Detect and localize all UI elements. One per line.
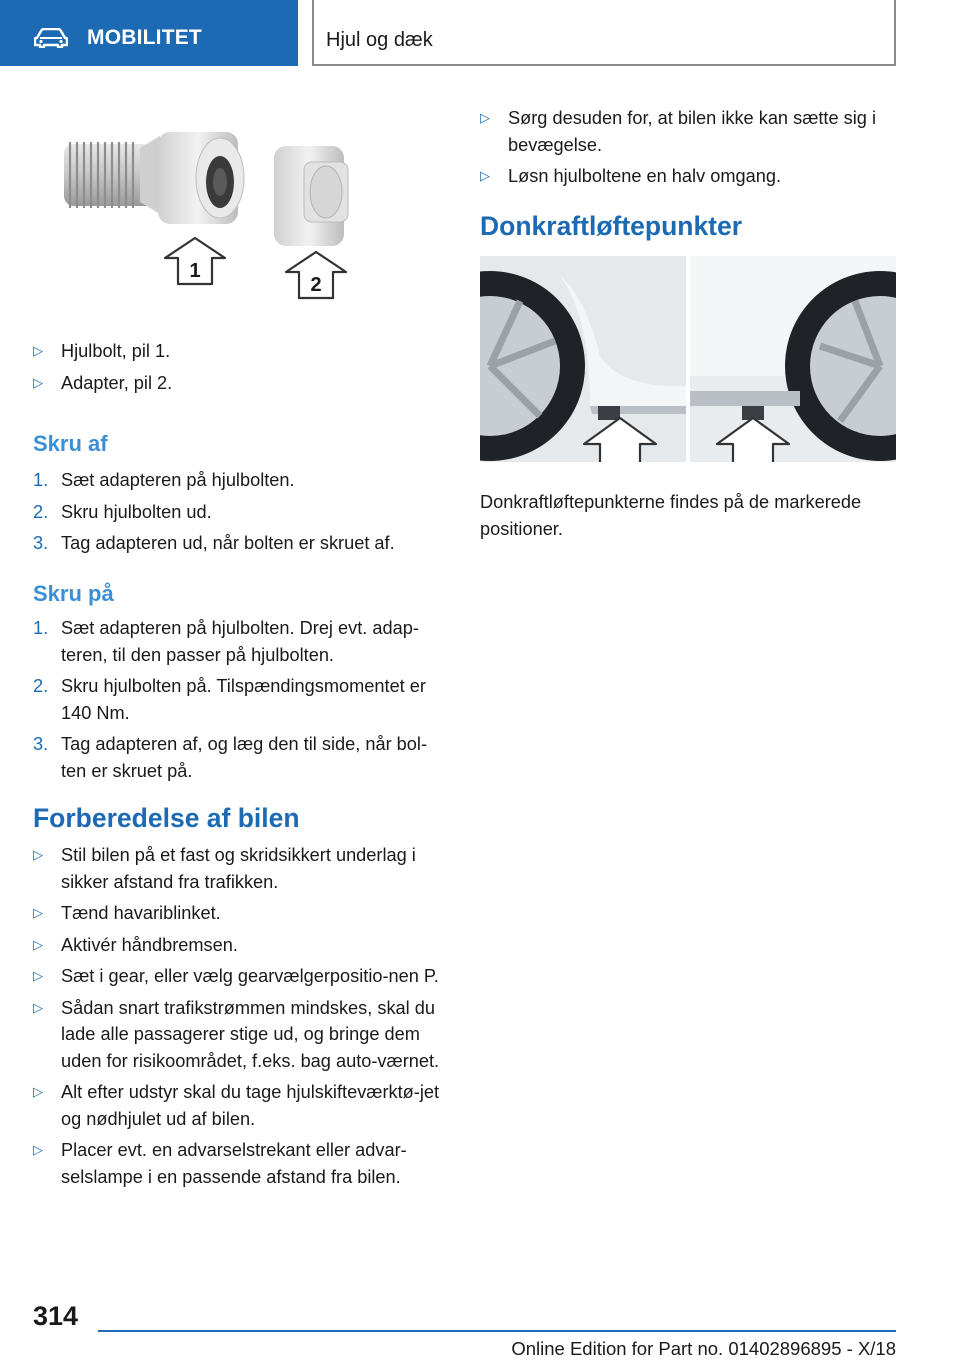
list-item: ▷ Tænd havariblinket. xyxy=(33,900,448,927)
step-item: 3. Tag adapteren ud, når bolten er skruet af. xyxy=(33,533,395,553)
forberedelse-section xyxy=(33,803,448,834)
donkraft-section xyxy=(480,211,900,242)
triangle-bullet-icon: ▷ xyxy=(480,168,490,183)
page-number: 314 xyxy=(33,1301,79,1331)
list-item: ▷ Placer evt. en advarselstrekant eller advar-selslampe i en passende afstand fra bilen. xyxy=(33,1137,448,1190)
forberedelse-list xyxy=(33,842,448,1190)
triangle-bullet-icon: ▷ xyxy=(33,1142,43,1157)
triangle-bullet-icon: ▷ xyxy=(33,936,43,952)
triangle-bullet-icon: ▷ xyxy=(33,374,43,390)
list-item: ▷ Hjulbolt, pil 1. xyxy=(33,338,448,365)
skru-paa-section xyxy=(33,581,448,607)
step-item: 2. Skru hjulbolten på. Tilspændingsmomentet er 140 Nm. xyxy=(33,676,426,723)
arrow-label-1: 1 xyxy=(189,260,201,282)
list-item: ▷ Aktivér håndbremsen. xyxy=(33,932,448,959)
bolt-legend xyxy=(33,338,448,396)
list-item: ▷ Løsn hjulboltene en halv omgang. xyxy=(480,163,900,190)
skru-af-steps xyxy=(33,467,448,557)
list-item: ▷ Sørg desuden for, at bilen ikke kan sætte sig i bevægelse. xyxy=(480,105,900,158)
donkraft-caption: Donkraftløftepunkterne findes på de markerede positioner. xyxy=(480,492,862,539)
step-item: 1. Sæt adapteren på hjulbolten. Drej evt. adap-teren, til den passer på hjulbolten. xyxy=(33,618,419,665)
car-icon xyxy=(34,28,68,53)
chapter-title: Hjul og dæk xyxy=(326,29,433,51)
section-heading: Donkraftløftepunkter xyxy=(480,211,743,241)
list-item: ▷ Adapter, pil 2. xyxy=(33,370,448,397)
section-heading: Skru på xyxy=(33,581,114,606)
triangle-bullet-icon: ▷ xyxy=(480,110,490,125)
list-item: ▷ Stil bilen på et fast og skridsikkert underlag i sikker afstand fra trafikken. xyxy=(33,842,448,895)
triangle-bullet-icon: ▷ xyxy=(33,999,43,1015)
step-item: 2. Skru hjulbolten ud. xyxy=(33,501,212,522)
jacking-points-figure xyxy=(480,256,896,462)
arrow-label-2: 2 xyxy=(310,274,322,296)
skru-paa-steps xyxy=(33,615,448,784)
list-item: ▷ Sæt i gear, eller vælg gearvælgerpositio-nen P. xyxy=(33,963,448,990)
triangle-bullet-icon: ▷ xyxy=(33,343,43,358)
triangle-bullet-icon: ▷ xyxy=(33,847,43,862)
right-list xyxy=(480,105,900,190)
section-heading: Forberedelse af bilen xyxy=(33,803,300,833)
section-heading: Skru af xyxy=(33,431,108,456)
footer-edition: Online Edition for Part no. 01402896895 - X/18 xyxy=(511,1338,896,1359)
triangle-bullet-icon: ▷ xyxy=(33,905,43,920)
triangle-bullet-icon: ▷ xyxy=(33,968,43,983)
step-item: 1. Sæt adapteren på hjulbolten. xyxy=(33,470,295,490)
step-item: 3. Tag adapteren af, og læg den til side, når bol-ten er skruet på. xyxy=(33,734,428,781)
list-item: ▷ Alt efter udstyr skal du tage hjulskifteværktø-jet og nødhjulet ud af bilen. xyxy=(33,1079,448,1132)
list-item: ▷ Sådan snart trafikstrømmen mindskes, skal du lade alle passagerer stige ud, og bringe dem uden for risikoområdet, f.eks. bag auto-værnet. xyxy=(33,995,448,1075)
footer-divider xyxy=(98,1330,896,1332)
triangle-bullet-icon: ▷ xyxy=(33,1084,43,1099)
section-tab[interactable] xyxy=(0,0,298,66)
chapter-header xyxy=(312,0,896,66)
wheel-bolt-figure xyxy=(60,122,380,302)
section-title: MOBILITET xyxy=(87,26,202,49)
skru-af-section xyxy=(33,431,448,457)
